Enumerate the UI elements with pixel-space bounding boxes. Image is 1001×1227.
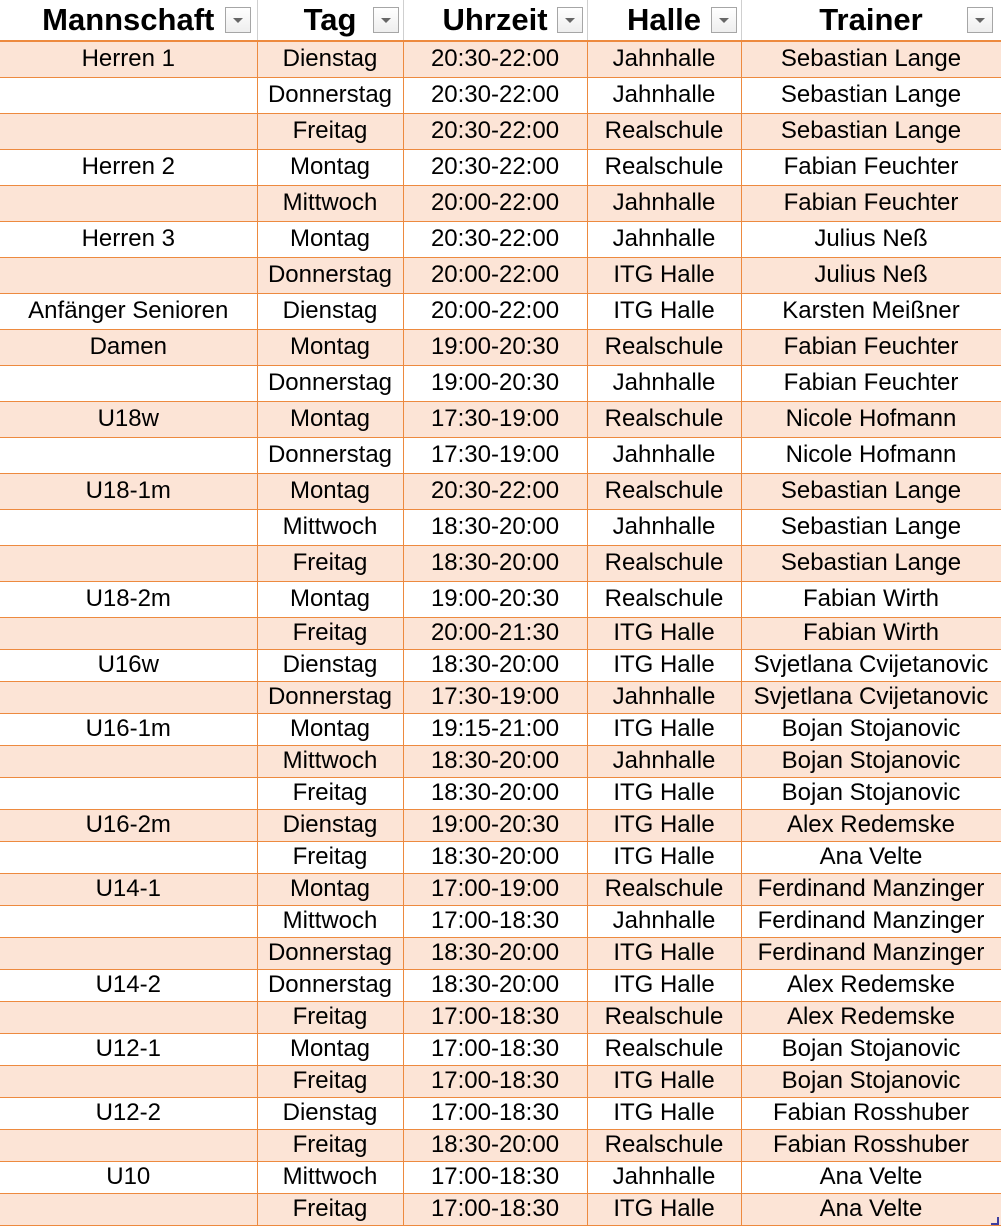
- table-row: [0, 509, 1001, 545]
- table-row: [0, 937, 1001, 969]
- filter-dropdown-icon[interactable]: [373, 7, 399, 33]
- cell-mannschaft[interactable]: [0, 905, 257, 937]
- cell-halle[interactable]: Realschule: [587, 1033, 741, 1065]
- table-row: [0, 1129, 1001, 1161]
- cell-uhrzeit[interactable]: 20:30-22:00: [403, 77, 587, 113]
- cell-halle[interactable]: Jahnhalle: [587, 437, 741, 473]
- header-label: Trainer: [819, 2, 923, 37]
- cell-tag[interactable]: Mittwoch: [257, 509, 403, 545]
- cell-uhrzeit[interactable]: 20:00-22:00: [403, 185, 587, 221]
- cell-tag[interactable]: Donnerstag: [257, 681, 403, 713]
- cell-trainer[interactable]: Fabian Feuchter: [741, 365, 1001, 401]
- table-row: [0, 713, 1001, 745]
- cell-tag[interactable]: Montag: [257, 1033, 403, 1065]
- cell-mannschaft[interactable]: [0, 185, 257, 221]
- cell-uhrzeit[interactable]: 17:30-19:00: [403, 437, 587, 473]
- cell-mannschaft[interactable]: U16-1m: [0, 713, 257, 745]
- cell-mannschaft[interactable]: [0, 1065, 257, 1097]
- cell-mannschaft[interactable]: [0, 257, 257, 293]
- table-row: [0, 257, 1001, 293]
- cell-mannschaft[interactable]: U12-2: [0, 1097, 257, 1129]
- cell-uhrzeit[interactable]: 17:00-19:00: [403, 873, 587, 905]
- table-row: [0, 581, 1001, 617]
- table-row: [0, 149, 1001, 185]
- cell-halle[interactable]: Realschule: [587, 1129, 741, 1161]
- cell-tag[interactable]: Dienstag: [257, 293, 403, 329]
- cell-mannschaft[interactable]: [0, 777, 257, 809]
- cell-tag[interactable]: Donnerstag: [257, 437, 403, 473]
- cell-tag[interactable]: Freitag: [257, 841, 403, 873]
- cell-mannschaft[interactable]: Herren 3: [0, 221, 257, 257]
- cell-trainer[interactable]: Fabian Rosshuber: [741, 1097, 1001, 1129]
- cell-mannschaft[interactable]: [0, 365, 257, 401]
- table-row: [0, 401, 1001, 437]
- cell-uhrzeit[interactable]: 18:30-20:00: [403, 841, 587, 873]
- table-row: [0, 1193, 1001, 1225]
- cell-trainer[interactable]: Svjetlana Cvijetanovic: [741, 649, 1001, 681]
- cell-mannschaft[interactable]: [0, 509, 257, 545]
- cell-trainer[interactable]: Bojan Stojanovic: [741, 1033, 1001, 1065]
- cell-tag[interactable]: Donnerstag: [257, 257, 403, 293]
- table-row: [0, 745, 1001, 777]
- table-row: [0, 1033, 1001, 1065]
- cell-trainer[interactable]: Ana Velte: [741, 841, 1001, 873]
- cell-uhrzeit[interactable]: 20:00-22:00: [403, 257, 587, 293]
- cell-trainer[interactable]: Julius Neß: [741, 221, 1001, 257]
- cell-tag[interactable]: Freitag: [257, 113, 403, 149]
- cell-halle[interactable]: Jahnhalle: [587, 745, 741, 777]
- cell-mannschaft[interactable]: [0, 937, 257, 969]
- cell-trainer[interactable]: Fabian Wirth: [741, 581, 1001, 617]
- cell-trainer[interactable]: Ferdinand Manzinger: [741, 905, 1001, 937]
- cell-mannschaft[interactable]: U18w: [0, 401, 257, 437]
- cell-mannschaft[interactable]: [0, 681, 257, 713]
- cell-uhrzeit[interactable]: 17:00-18:30: [403, 1065, 587, 1097]
- cell-halle[interactable]: ITG Halle: [587, 713, 741, 745]
- cell-uhrzeit[interactable]: 20:30-22:00: [403, 221, 587, 257]
- table-row: [0, 1161, 1001, 1193]
- table-row: [0, 873, 1001, 905]
- cell-trainer[interactable]: Ferdinand Manzinger: [741, 937, 1001, 969]
- cell-uhrzeit[interactable]: 19:15-21:00: [403, 713, 587, 745]
- cell-halle[interactable]: ITG Halle: [587, 841, 741, 873]
- cell-uhrzeit[interactable]: 17:00-18:30: [403, 1097, 587, 1129]
- header-label: Tag: [303, 2, 357, 37]
- cell-halle[interactable]: Jahnhalle: [587, 681, 741, 713]
- cell-halle[interactable]: Realschule: [587, 401, 741, 437]
- cell-tag[interactable]: Montag: [257, 473, 403, 509]
- cell-uhrzeit[interactable]: 18:30-20:00: [403, 777, 587, 809]
- header-trainer: [741, 0, 1001, 41]
- cell-tag[interactable]: Donnerstag: [257, 365, 403, 401]
- cell-mannschaft[interactable]: Damen: [0, 329, 257, 365]
- table-row: [0, 329, 1001, 365]
- cell-tag[interactable]: Dienstag: [257, 1097, 403, 1129]
- filter-dropdown-icon[interactable]: [225, 7, 251, 33]
- cell-halle[interactable]: ITG Halle: [587, 1193, 741, 1225]
- cell-halle[interactable]: ITG Halle: [587, 937, 741, 969]
- cell-tag[interactable]: Montag: [257, 149, 403, 185]
- cell-trainer[interactable]: Sebastian Lange: [741, 41, 1001, 77]
- cell-mannschaft[interactable]: [0, 545, 257, 581]
- cell-mannschaft[interactable]: [0, 1193, 257, 1225]
- cell-tag[interactable]: Freitag: [257, 1065, 403, 1097]
- cell-uhrzeit[interactable]: 18:30-20:00: [403, 649, 587, 681]
- cell-trainer[interactable]: Sebastian Lange: [741, 545, 1001, 581]
- cell-trainer[interactable]: Bojan Stojanovic: [741, 777, 1001, 809]
- cell-uhrzeit[interactable]: 17:30-19:00: [403, 681, 587, 713]
- cell-mannschaft[interactable]: [0, 841, 257, 873]
- cell-trainer[interactable]: Ana Velte: [741, 1193, 1001, 1225]
- cell-mannschaft[interactable]: [0, 617, 257, 649]
- cell-tag[interactable]: Freitag: [257, 1001, 403, 1033]
- table-row: [0, 1097, 1001, 1129]
- header-tag: [257, 0, 403, 41]
- cell-trainer[interactable]: Alex Redemske: [741, 969, 1001, 1001]
- table-row: [0, 293, 1001, 329]
- cell-trainer[interactable]: Sebastian Lange: [741, 473, 1001, 509]
- cell-trainer[interactable]: Bojan Stojanovic: [741, 713, 1001, 745]
- cell-tag[interactable]: Dienstag: [257, 41, 403, 77]
- cell-uhrzeit[interactable]: 20:30-22:00: [403, 149, 587, 185]
- cell-mannschaft[interactable]: U16w: [0, 649, 257, 681]
- cell-halle[interactable]: Jahnhalle: [587, 509, 741, 545]
- cell-tag[interactable]: Freitag: [257, 777, 403, 809]
- cell-uhrzeit[interactable]: 18:30-20:00: [403, 937, 587, 969]
- table-row: [0, 969, 1001, 1001]
- cell-halle[interactable]: ITG Halle: [587, 293, 741, 329]
- cell-trainer[interactable]: Bojan Stojanovic: [741, 745, 1001, 777]
- cell-mannschaft[interactable]: U12-1: [0, 1033, 257, 1065]
- cell-uhrzeit[interactable]: 18:30-20:00: [403, 969, 587, 1001]
- cell-halle[interactable]: ITG Halle: [587, 649, 741, 681]
- cell-halle[interactable]: ITG Halle: [587, 617, 741, 649]
- cell-mannschaft[interactable]: Herren 1: [0, 41, 257, 77]
- cell-halle[interactable]: Realschule: [587, 149, 741, 185]
- cell-uhrzeit[interactable]: 20:30-22:00: [403, 473, 587, 509]
- table-row: [0, 41, 1001, 77]
- cell-trainer[interactable]: Ana Velte: [741, 1161, 1001, 1193]
- filter-dropdown-icon[interactable]: [711, 7, 737, 33]
- cell-trainer[interactable]: Julius Neß: [741, 257, 1001, 293]
- table-row: [0, 809, 1001, 841]
- cell-mannschaft[interactable]: [0, 437, 257, 473]
- cell-halle[interactable]: ITG Halle: [587, 1065, 741, 1097]
- cell-uhrzeit[interactable]: 19:00-20:30: [403, 581, 587, 617]
- cell-trainer[interactable]: Fabian Feuchter: [741, 329, 1001, 365]
- cell-halle[interactable]: Realschule: [587, 545, 741, 581]
- cell-halle[interactable]: Realschule: [587, 473, 741, 509]
- table-row: [0, 545, 1001, 581]
- cell-uhrzeit[interactable]: 18:30-20:00: [403, 509, 587, 545]
- cell-tag[interactable]: Mittwoch: [257, 185, 403, 221]
- cell-uhrzeit[interactable]: 18:30-20:00: [403, 545, 587, 581]
- cell-uhrzeit[interactable]: 17:30-19:00: [403, 401, 587, 437]
- cell-halle[interactable]: ITG Halle: [587, 257, 741, 293]
- cell-halle[interactable]: Realschule: [587, 113, 741, 149]
- cell-tag[interactable]: Donnerstag: [257, 937, 403, 969]
- table-row: [0, 77, 1001, 113]
- cell-tag[interactable]: Mittwoch: [257, 905, 403, 937]
- cell-tag[interactable]: Mittwoch: [257, 745, 403, 777]
- cell-halle[interactable]: Realschule: [587, 329, 741, 365]
- table-row: [0, 185, 1001, 221]
- cell-uhrzeit[interactable]: 20:00-22:00: [403, 293, 587, 329]
- cell-tag[interactable]: Montag: [257, 401, 403, 437]
- cell-trainer[interactable]: Karsten Meißner: [741, 293, 1001, 329]
- cell-tag[interactable]: Montag: [257, 221, 403, 257]
- cell-mannschaft[interactable]: U18-2m: [0, 581, 257, 617]
- table-resize-handle-icon[interactable]: [991, 1217, 999, 1225]
- cell-uhrzeit[interactable]: 17:00-18:30: [403, 905, 587, 937]
- cell-uhrzeit[interactable]: 20:00-21:30: [403, 617, 587, 649]
- header-halle: [587, 0, 741, 41]
- cell-trainer[interactable]: Nicole Hofmann: [741, 401, 1001, 437]
- cell-mannschaft[interactable]: [0, 77, 257, 113]
- cell-uhrzeit[interactable]: 19:00-20:30: [403, 809, 587, 841]
- cell-trainer[interactable]: Fabian Rosshuber: [741, 1129, 1001, 1161]
- table-row: [0, 437, 1001, 473]
- table-row: [0, 113, 1001, 149]
- cell-trainer[interactable]: Svjetlana Cvijetanovic: [741, 681, 1001, 713]
- cell-tag[interactable]: Freitag: [257, 1193, 403, 1225]
- cell-mannschaft[interactable]: [0, 113, 257, 149]
- table-row: [0, 365, 1001, 401]
- cell-mannschaft[interactable]: U18-1m: [0, 473, 257, 509]
- cell-tag[interactable]: Dienstag: [257, 649, 403, 681]
- cell-halle[interactable]: Jahnhalle: [587, 221, 741, 257]
- cell-trainer[interactable]: Fabian Wirth: [741, 617, 1001, 649]
- cell-uhrzeit[interactable]: 20:30-22:00: [403, 41, 587, 77]
- cell-uhrzeit[interactable]: 18:30-20:00: [403, 745, 587, 777]
- cell-tag[interactable]: Freitag: [257, 1129, 403, 1161]
- cell-tag[interactable]: Montag: [257, 581, 403, 617]
- table-row: [0, 681, 1001, 713]
- table-row: [0, 221, 1001, 257]
- cell-tag[interactable]: Dienstag: [257, 809, 403, 841]
- cell-mannschaft[interactable]: U14-2: [0, 969, 257, 1001]
- cell-uhrzeit[interactable]: 17:00-18:30: [403, 1001, 587, 1033]
- cell-tag[interactable]: Freitag: [257, 545, 403, 581]
- cell-halle[interactable]: Jahnhalle: [587, 365, 741, 401]
- cell-halle[interactable]: ITG Halle: [587, 1097, 741, 1129]
- header-label: Halle: [626, 2, 702, 37]
- cell-mannschaft[interactable]: U14-1: [0, 873, 257, 905]
- table-row: [0, 777, 1001, 809]
- cell-trainer[interactable]: Alex Redemske: [741, 809, 1001, 841]
- table-row: [0, 1001, 1001, 1033]
- table-row: [0, 905, 1001, 937]
- cell-trainer[interactable]: Fabian Feuchter: [741, 149, 1001, 185]
- cell-halle[interactable]: Jahnhalle: [587, 185, 741, 221]
- cell-mannschaft[interactable]: U16-2m: [0, 809, 257, 841]
- cell-tag[interactable]: Montag: [257, 713, 403, 745]
- cell-halle[interactable]: Jahnhalle: [587, 77, 741, 113]
- header-mannschaft: [0, 0, 257, 41]
- cell-trainer[interactable]: Sebastian Lange: [741, 113, 1001, 149]
- cell-halle[interactable]: Jahnhalle: [587, 905, 741, 937]
- cell-trainer[interactable]: Nicole Hofmann: [741, 437, 1001, 473]
- cell-tag[interactable]: Montag: [257, 873, 403, 905]
- table-row: [0, 649, 1001, 681]
- header-uhrzeit: [403, 0, 587, 41]
- header-row: [0, 0, 1001, 41]
- filter-dropdown-icon[interactable]: [967, 7, 993, 33]
- cell-trainer[interactable]: Ferdinand Manzinger: [741, 873, 1001, 905]
- cell-halle[interactable]: Realschule: [587, 1001, 741, 1033]
- cell-uhrzeit[interactable]: 17:00-18:30: [403, 1161, 587, 1193]
- header-label: Uhrzeit: [442, 2, 548, 37]
- cell-mannschaft[interactable]: U10: [0, 1161, 257, 1193]
- cell-tag[interactable]: Donnerstag: [257, 969, 403, 1001]
- cell-tag[interactable]: Mittwoch: [257, 1161, 403, 1193]
- cell-tag[interactable]: Donnerstag: [257, 77, 403, 113]
- cell-trainer[interactable]: Fabian Feuchter: [741, 185, 1001, 221]
- cell-uhrzeit[interactable]: 19:00-20:30: [403, 365, 587, 401]
- table-row: [0, 617, 1001, 649]
- cell-mannschaft[interactable]: Anfänger Senioren: [0, 293, 257, 329]
- cell-mannschaft[interactable]: [0, 1001, 257, 1033]
- cell-uhrzeit[interactable]: 17:00-18:30: [403, 1193, 587, 1225]
- cell-halle[interactable]: ITG Halle: [587, 809, 741, 841]
- cell-trainer[interactable]: Sebastian Lange: [741, 509, 1001, 545]
- cell-mannschaft[interactable]: [0, 1129, 257, 1161]
- cell-uhrzeit[interactable]: 19:00-20:30: [403, 329, 587, 365]
- cell-halle[interactable]: ITG Halle: [587, 969, 741, 1001]
- table-row: [0, 841, 1001, 873]
- cell-halle[interactable]: Jahnhalle: [587, 41, 741, 77]
- header-label: Mannschaft: [42, 2, 215, 37]
- cell-mannschaft[interactable]: [0, 745, 257, 777]
- cell-uhrzeit[interactable]: 20:30-22:00: [403, 113, 587, 149]
- cell-trainer[interactable]: Alex Redemske: [741, 1001, 1001, 1033]
- cell-halle[interactable]: Realschule: [587, 873, 741, 905]
- table-body: [0, 41, 1001, 1225]
- cell-trainer[interactable]: Sebastian Lange: [741, 77, 1001, 113]
- cell-trainer[interactable]: Bojan Stojanovic: [741, 1065, 1001, 1097]
- table-row: [0, 473, 1001, 509]
- cell-halle[interactable]: ITG Halle: [587, 777, 741, 809]
- filter-dropdown-icon[interactable]: [557, 7, 583, 33]
- cell-tag[interactable]: Freitag: [257, 617, 403, 649]
- table-row: [0, 1065, 1001, 1097]
- cell-mannschaft[interactable]: Herren 2: [0, 149, 257, 185]
- cell-uhrzeit[interactable]: 17:00-18:30: [403, 1033, 587, 1065]
- cell-halle[interactable]: Jahnhalle: [587, 1161, 741, 1193]
- cell-halle[interactable]: Realschule: [587, 581, 741, 617]
- cell-tag[interactable]: Montag: [257, 329, 403, 365]
- cell-uhrzeit[interactable]: 18:30-20:00: [403, 1129, 587, 1161]
